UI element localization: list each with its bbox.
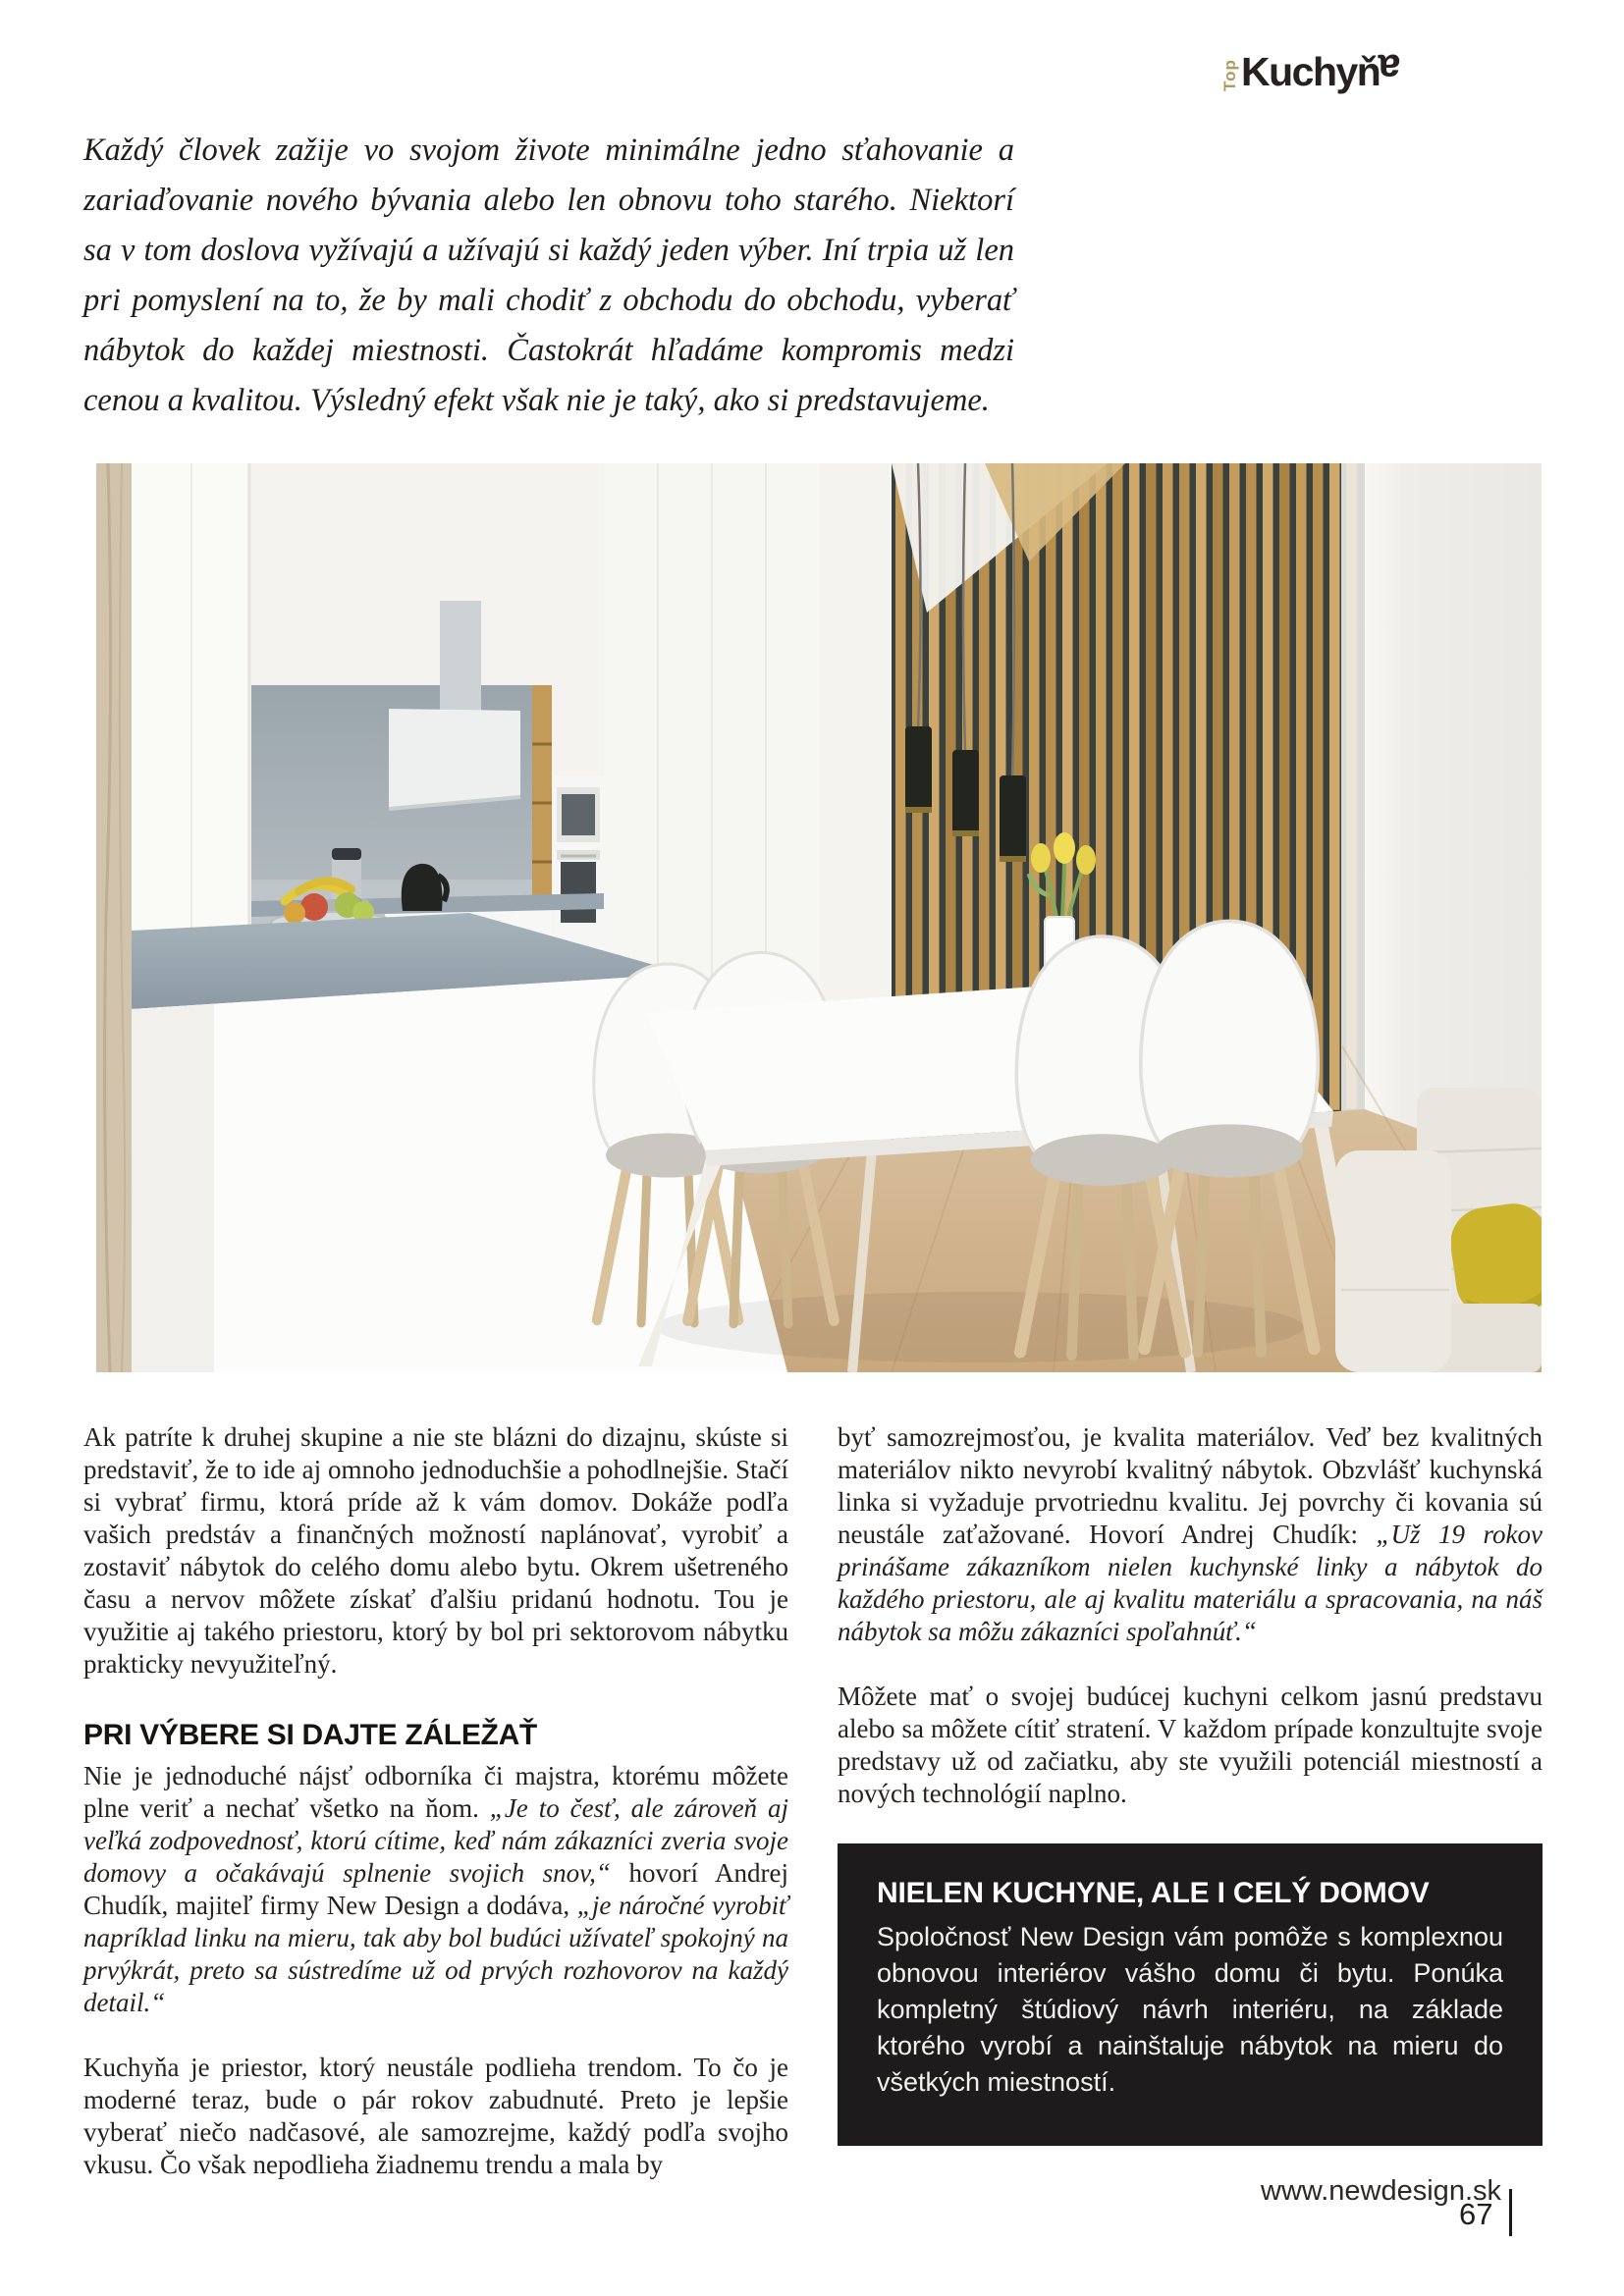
wood-side-panel (96, 463, 132, 1372)
section-heading: PRI VÝBERE SI DAJTE ZÁLEŽAŤ (83, 1719, 537, 1751)
page-number-value: 67 (1459, 2197, 1493, 2231)
article-columns (83, 1421, 1543, 2208)
kitchen-photo (96, 463, 1542, 1372)
promo-box (838, 1843, 1543, 2146)
quote-text: „Je to česť, ale zároveň aj veľká zodpovednosť, ktorú cítime, keď nám zákazníci zveria svoje domovy a očakávajú splnenie svojich snov,“ (83, 1793, 789, 1888)
floor-shadow (656, 1292, 1304, 1362)
website-link[interactable]: www.newdesign.sk (1261, 2175, 1501, 2207)
article-column-left (83, 1421, 788, 2208)
tall-white-cabinets (604, 463, 820, 1042)
paragraph: Môžete mať o svojej budúcej kuchyni celkom jasnú predstavu alebo sa môžete cítiť stratení. V každom prípade konzultujte svoje predstavy už od začiatku, aby ste využili potenciál miestností a nových technológií naplno. (838, 1682, 1543, 1808)
brand-logo-name (1241, 46, 1401, 94)
paragraph (83, 1760, 788, 2019)
page-number (1459, 2197, 1512, 2236)
text-run: hovorí Andrej Chudík, majiteľ firmy New Design a dodáva, (83, 1858, 788, 1920)
brand-logo-vertical-text: Top (1220, 59, 1239, 91)
page-number-divider (1509, 2189, 1512, 2236)
article-column-right (838, 1421, 1543, 2208)
paragraph: Ak patríte k druhej skupine a nie ste blázni do dizajnu, skúste si predstaviť, že to ide aj omnoho jednoduchšie a pohodlnejšie. Stačí si vybrať firmu, ktorá príde až k vám domov. Dokáže podľa vašich predstáv a finančných možností naplánovať, vyrobiť a zostaviť nábytok do celého domu alebo bytu. Okrem ušetreného času a nervov môžete získať ďalšiu pridanú hodnotu. Tou je využitie aj takého priestoru, ktorý by bol pri sektorovom nábytku prakticky nevyužiteľný. (83, 1422, 788, 1679)
intro-paragraph: Každý človek zažije vo svojom živote minimálne jedno sťahovanie a zariaďovanie nového bývania alebo len obnovu toho starého. Niektorí sa v tom doslova vyžívajú a užívajú si každý jeden výber. Iní trpia už len pri pomyslení na to, že by mali chodiť z obchodu do obchodu, vyberať nábytok do každej miestnosti. Častokrát hľadáme kompromis medzi cenou a kvalitou. Výsledný efekt však nie je taký, ako si predstavujeme. (83, 133, 1014, 418)
brand-logo-flipped-letter: a (1380, 46, 1401, 91)
promo-box-body: Spoločnosť New Design vám pomôže s komplexnou obnovou interiérov vášho domu či bytu. Ponúka kompletný štúdiový návrh interiéru, na základe ktorého vyrobí a nainštaluje nábytok na mieru do všetkých miestností. (877, 1922, 1503, 2097)
quote-text: „Už 19 rokov prinášame zákazníkom nielen kuchynské linky a nábytok do každého priestoru, ale aj kvalitu materiálu a spracovania, na náš nábytok sa môžu zákazníci spoľahnúť.“ (838, 1520, 1543, 1646)
brand-logo-name-main: Kuchyň (1241, 49, 1380, 94)
promo-box-heading: NIELEN KUCHYNE, ALE I CELÝ DOMOV (877, 1877, 1430, 1909)
text-run: Nie je jednoduché nájsť odborníka či majstra, ktorému môžete plne veriť a nechať všetko na ňom. (83, 1761, 788, 1823)
text-run: byť samozrejmosťou, je kvalita materiálov. Veď bez kvalitných materiálov nikto nevyrobí kvalitný nábytok. Obzvlášť kuchynská linka si vyžaduje prvotriednu kvalitu. Jej povrchy či kovania sú neustále zaťažované. Hovorí Andrej Chudík: (838, 1422, 1543, 1549)
quote-text: „je náročné vyrobiť napríklad linku na mieru, tak aby bol budúci užívateľ spokojný na prvýkrát, preto sa sústredíme už od prvých rozhovorov na každý detail.“ (83, 1891, 788, 2017)
brand-logo (1220, 46, 1401, 94)
paragraph (838, 1421, 1543, 1648)
paragraph: Kuchyňa je priestor, ktorý neustále podlieha trendom. To čo je moderné teraz, bude o pár rokov zabudnuté. Preto je lepšie vyberať niečo nadčasové, ale samozrejme, každý podľa svojho vkusu. Čo však nepodlieha žiadnemu trendu a mala by (83, 2053, 788, 2179)
